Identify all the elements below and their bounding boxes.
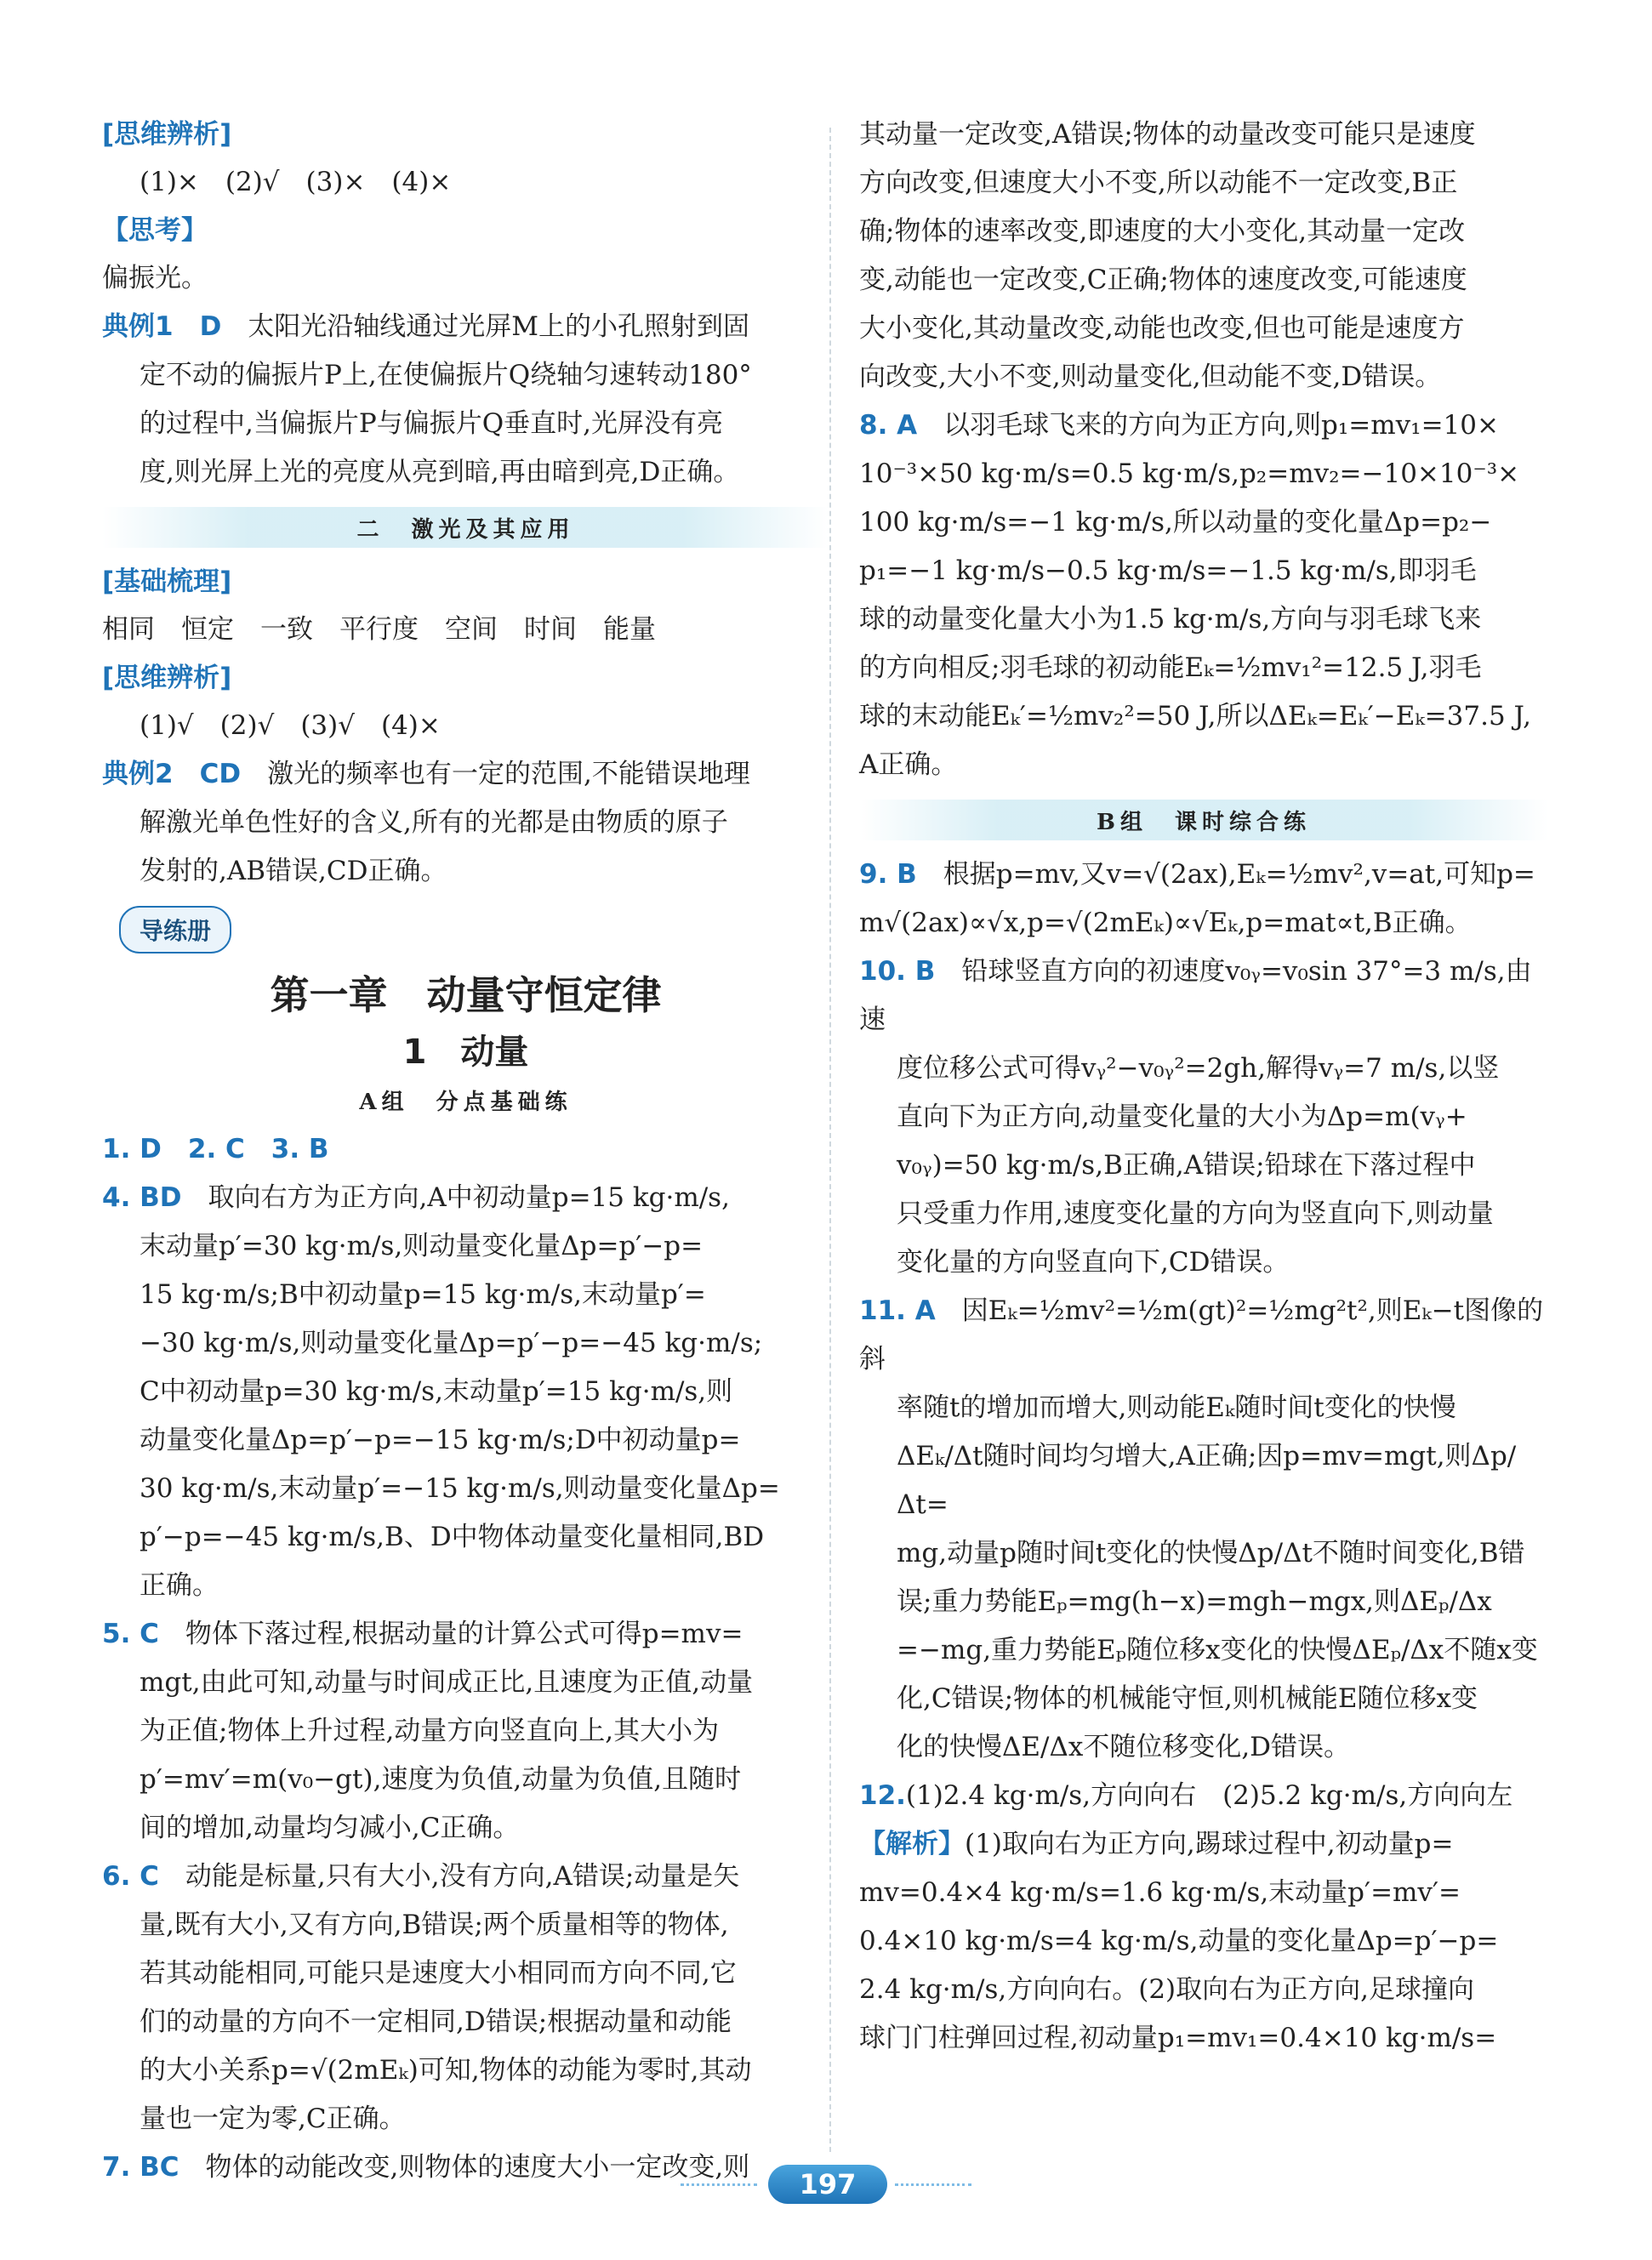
chapter-title: 第一章 动量守恒定律 [270, 972, 662, 1018]
example-2-label: 典例2 CD [102, 759, 242, 789]
right-column [859, 111, 1548, 2063]
question-10: 10. B 铅球竖直方向的初速度v₀ᵧ=v₀sin 37°=3 m/s,由速 度位移公式可得vᵧ²−v₀ᵧ²=2gh,解得vᵧ=7 m/s,以竖 直向下为正方向,动量变化量的大小为Δp=m(vᵧ+ v₀ᵧ)=50 kg·m/s,B正确,A错误;铅球在下落过程中 只受重力作用,速度变化量的方向为竖直向下,则动量 变化量的方向竖直向下,CD错误。 [859, 956, 1532, 1278]
left-column [102, 111, 829, 2192]
question-8: 8. A 以羽毛球飞来的方向为正方向,则p₁=mv₁=10× 10⁻³×50 kg·m/s=0.5 kg·m/s,p₂=mv₂=−10×10⁻³× 100 kg·m/s=−1 kg·m/s,所以动量的变化量Δp=p₂− p₁=−1 kg·m/s−0.5 kg·m/s=−1.5 kg·m/s,即羽毛 球的动量变化量大小为1.5 kg·m/s,方向与羽毛球飞来 的方向相反;羽毛球的初动能Eₖ=½mv₁²=12.5 J,羽毛 球的末动能Eₖ′=½mv₂²=50 J,所以ΔEₖ=Eₖ′−Eₖ=37.5 J, A正确。 [859, 410, 1531, 780]
jichu-words: 相同 恒定 一致 平行度 空间 时间 能量 [102, 614, 656, 645]
question-11: 11. A 因Eₖ=½mv²=½m(gt)²=½mg²t²,则Eₖ−t图像的斜 率随t的增加而增大,则动能Eₖ随时间t变化的快慢 ΔEₖ/Δt随时间均匀增大,A正确;因p=mv=mgt,则Δp/Δt= mg,动量p随时间t变化的快慢Δp/Δt不随时间变化,B错 误;重力势能Eₚ=mg(h−x)=mgh−mgx,则ΔEₚ/Δx =−mg,重力势能Eₚ随位移x变化的快慢ΔEₚ/Δx不随x变 化,C错误;物体的机械能守恒,则机械能E随位移x变 化的快慢ΔE/Δx不随位移变化,D错误。 [859, 1295, 1544, 1762]
jiexi-label: 【解析】 [859, 1829, 965, 1859]
column-divider [829, 128, 831, 2152]
siwei-tag-1: [思维辨析] [102, 119, 232, 150]
group-b-title: B组 课时综合练 [859, 800, 1548, 840]
siwei-answers-1: (1)× (2)√ (3)× (4)× [140, 167, 452, 197]
question-4: 4. BD 取向右方为正方向,A中初动量p=15 kg·m/s, 末动量p′=30 kg·m/s,则动量变化量Δp=p′−p= 15 kg·m/s;B中初动量p=15 kg·m/s,末动量p′= −30 kg·m/s,则动量变化量Δp=p′−p=−45 kg·m/s; C中初动量p=30 kg·m/s,末动量p′=15 kg·m/s,则 动量变化量Δp=p′−p=−15 kg·m/s;D中初动量p= 30 kg·m/s,末动量p′=−15 kg·m/s,则动量变化量Δp= p′−p=−45 kg·m/s,B、D中物体动量变化量相同,BD 正确。 [102, 1182, 780, 1601]
page-number: 197 [768, 2165, 887, 2204]
example-1: 典例1 D 太阳光沿轴线通过光屏M上的小孔照射到固 定不动的偏振片P上,在使偏振片Q绕轴匀速转动180° 的过程中,当偏振片P与偏振片Q垂直时,光屏没有亮 度,则光屏上光的亮度从亮到暗,再由暗到亮,D正确。 [102, 311, 752, 487]
group-a-title: A组 分点基础练 [359, 1090, 573, 1115]
page-number-right-dots [895, 2183, 971, 2186]
question-7: 7. BC 物体的动能改变,则物体的速度大小一定改变,则 [102, 2152, 750, 2183]
example-2: 典例2 CD 激光的频率也有一定的范围,不能错误地理 解激光单色性好的含义,所有的光都是由物质的原子 发射的,AB错误,CD正确。 [102, 759, 750, 886]
siwei-answers-2: (1)√ (2)√ (3)√ (4)× [140, 710, 441, 741]
siwei-tag-2: [思维辨析] [102, 663, 232, 693]
question-5: 5. C 物体下落过程,根据动量的计算公式可得p=mv= mgt,由此可知,动量与时间成正比,且速度为正值,动量 为正值;物体上升过程,动量方向竖直向上,其大小为 p′=mv′=m(v₀−gt),速度为负值,动量为负值,且随时 间的增加,动量均匀减小,C正确。 [102, 1619, 754, 1843]
answers-1-3: 1. D 2. C 3. B [102, 1134, 329, 1164]
page-number-left-dots [681, 2183, 757, 2186]
question-9: 9. B 根据p=mv,又v=√(2ax),Eₖ=½mv²,v=at,可知p= m√(2ax)∝√x,p=√(2mEₖ)∝√Eₖ,p=mat∝t,B正确。 [859, 859, 1535, 938]
question-12: 12.(1)2.4 kg·m/s,方向向右 (2)5.2 kg·m/s,方向向左 【解析】(1)取向右为正方向,踢球过程中,初动量p= mv=0.4×4 kg·m/s=1.6 kg·m/s,末动量p′=mv′= 0.4×10 kg·m/s=4 kg·m/s,动量的变化量Δp=p′−p= 2.4 kg·m/s,方向向右。(2)取向右为正方向,足球撞向 球门门柱弹回过程,初动量p₁=mv₁=0.4×10 kg·m/s= [859, 1780, 1513, 2053]
sikao-answer: 偏振光。 [102, 263, 208, 293]
section-title: 1 动量 [402, 1033, 529, 1072]
section-2-title: 二 激光及其应用 [102, 507, 829, 548]
guide-book-button[interactable]: 导练册 [119, 906, 231, 954]
jichu-tag: [基础梳理] [102, 566, 232, 597]
example-1-label: 典例1 D [102, 311, 222, 342]
question-7-continued: 其动量一定改变,A错误;物体的动量改变可能只是速度 方向改变,但速度大小不变,所以动能不一定改变,B正 确;物体的速率改变,即速度的大小变化,其动量一定改 变,动能也一定改变,C正确;物体的速度改变,可能速度 大小变化,其动量改变,动能也改变,但也可能是速度方 向改变,大小不变,则动量变化,但动能不变,D错误。 [859, 119, 1476, 392]
sikao-tag: 【思考】 [102, 215, 208, 246]
question-6: 6. C 动能是标量,只有大小,没有方向,A错误;动量是矢 量,既有大小,又有方向,B错误;两个质量相等的物体, 若其动能相同,可能只是速度大小相同而方向不同,它 们的动量的方向不一定相同,D错误;根据动量和动能 的大小关系p=√(2mEₖ)可知,物体的动能为零时,其动 量也一定为零,C正确。 [102, 1861, 752, 2134]
